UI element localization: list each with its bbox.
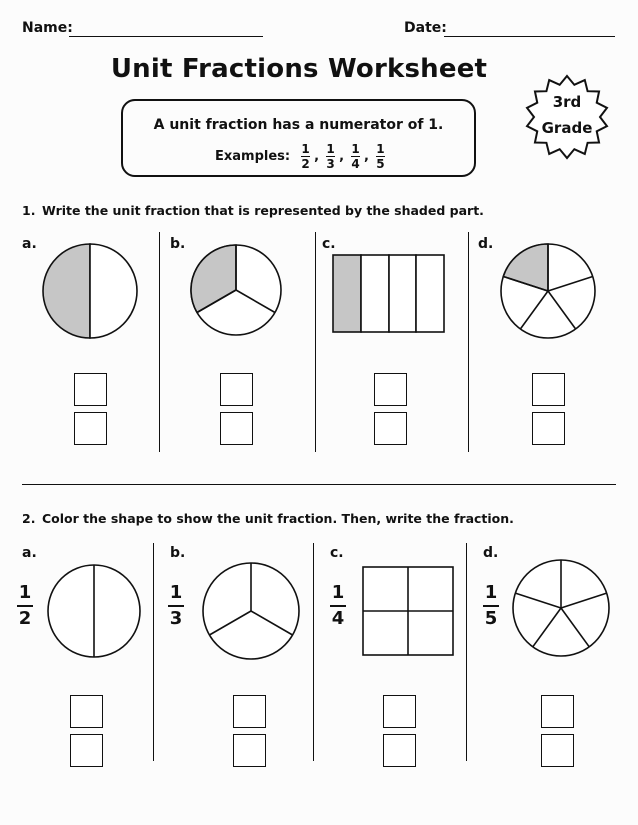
definition-text: A unit fraction has a numerator of 1. [153, 117, 444, 133]
q1-item-label: d. [478, 236, 494, 252]
numerator-answer-box[interactable] [233, 695, 266, 728]
q2-item-label: d. [483, 545, 499, 561]
page-title: Unit Fractions Worksheet [110, 54, 488, 84]
denominator-answer-box[interactable] [70, 734, 103, 767]
numerator-answer-box[interactable] [541, 695, 574, 728]
denominator-answer-box[interactable] [233, 734, 266, 767]
q2-item-label: a. [22, 545, 37, 561]
date-label: Date: [404, 20, 447, 36]
square-fourths-colorable[interactable] [363, 567, 453, 655]
badge-line-1: 3rd [552, 93, 582, 111]
example-fraction: $\frac{1}{3}$ [326, 142, 335, 171]
example-fraction: $\frac{1}{4}$ [351, 142, 360, 171]
numerator-answer-box[interactable] [383, 695, 416, 728]
q1-item-label: a. [22, 236, 37, 252]
question-1-text: Write the unit fraction that is represented by the shaded part. [42, 203, 484, 218]
q1-item-label: b. [170, 236, 186, 252]
denominator-answer-box[interactable] [541, 734, 574, 767]
target-fraction: 1 3 [169, 582, 183, 629]
q2-item-label: c. [330, 545, 344, 561]
denominator-answer-box[interactable] [383, 734, 416, 767]
question-1-number: 1. [22, 203, 36, 218]
target-fraction: 1 2 [18, 582, 32, 629]
circle-thirds-colorable[interactable] [203, 563, 299, 659]
target-fraction: 1 5 [484, 582, 498, 629]
badge-line-2: Grade [541, 119, 593, 137]
example-fraction: $\frac{1}{5}$ [376, 142, 385, 171]
target-fraction: 1 4 [331, 582, 345, 629]
circle-fifths-colorable[interactable] [513, 560, 609, 656]
question-2-text: Color the shape to show the unit fraction. Then, write the fraction. [42, 511, 514, 526]
numerator-answer-box[interactable] [70, 695, 103, 728]
q2-item-label: b. [170, 545, 186, 561]
q1-item-label: c. [322, 236, 336, 252]
question-2-number: 2. [22, 511, 36, 526]
circle-halves-colorable[interactable] [48, 565, 140, 657]
example-fraction: $\frac{1}{2}$ [301, 142, 310, 171]
examples-label: Examples: [215, 149, 291, 164]
name-label: Name: [22, 20, 73, 36]
examples-row: Examples: $\frac{1}{2}$ , $\frac{1}{3}$ , $\frac{1}{4}$ , $\frac{1}{5}$ [215, 142, 385, 171]
